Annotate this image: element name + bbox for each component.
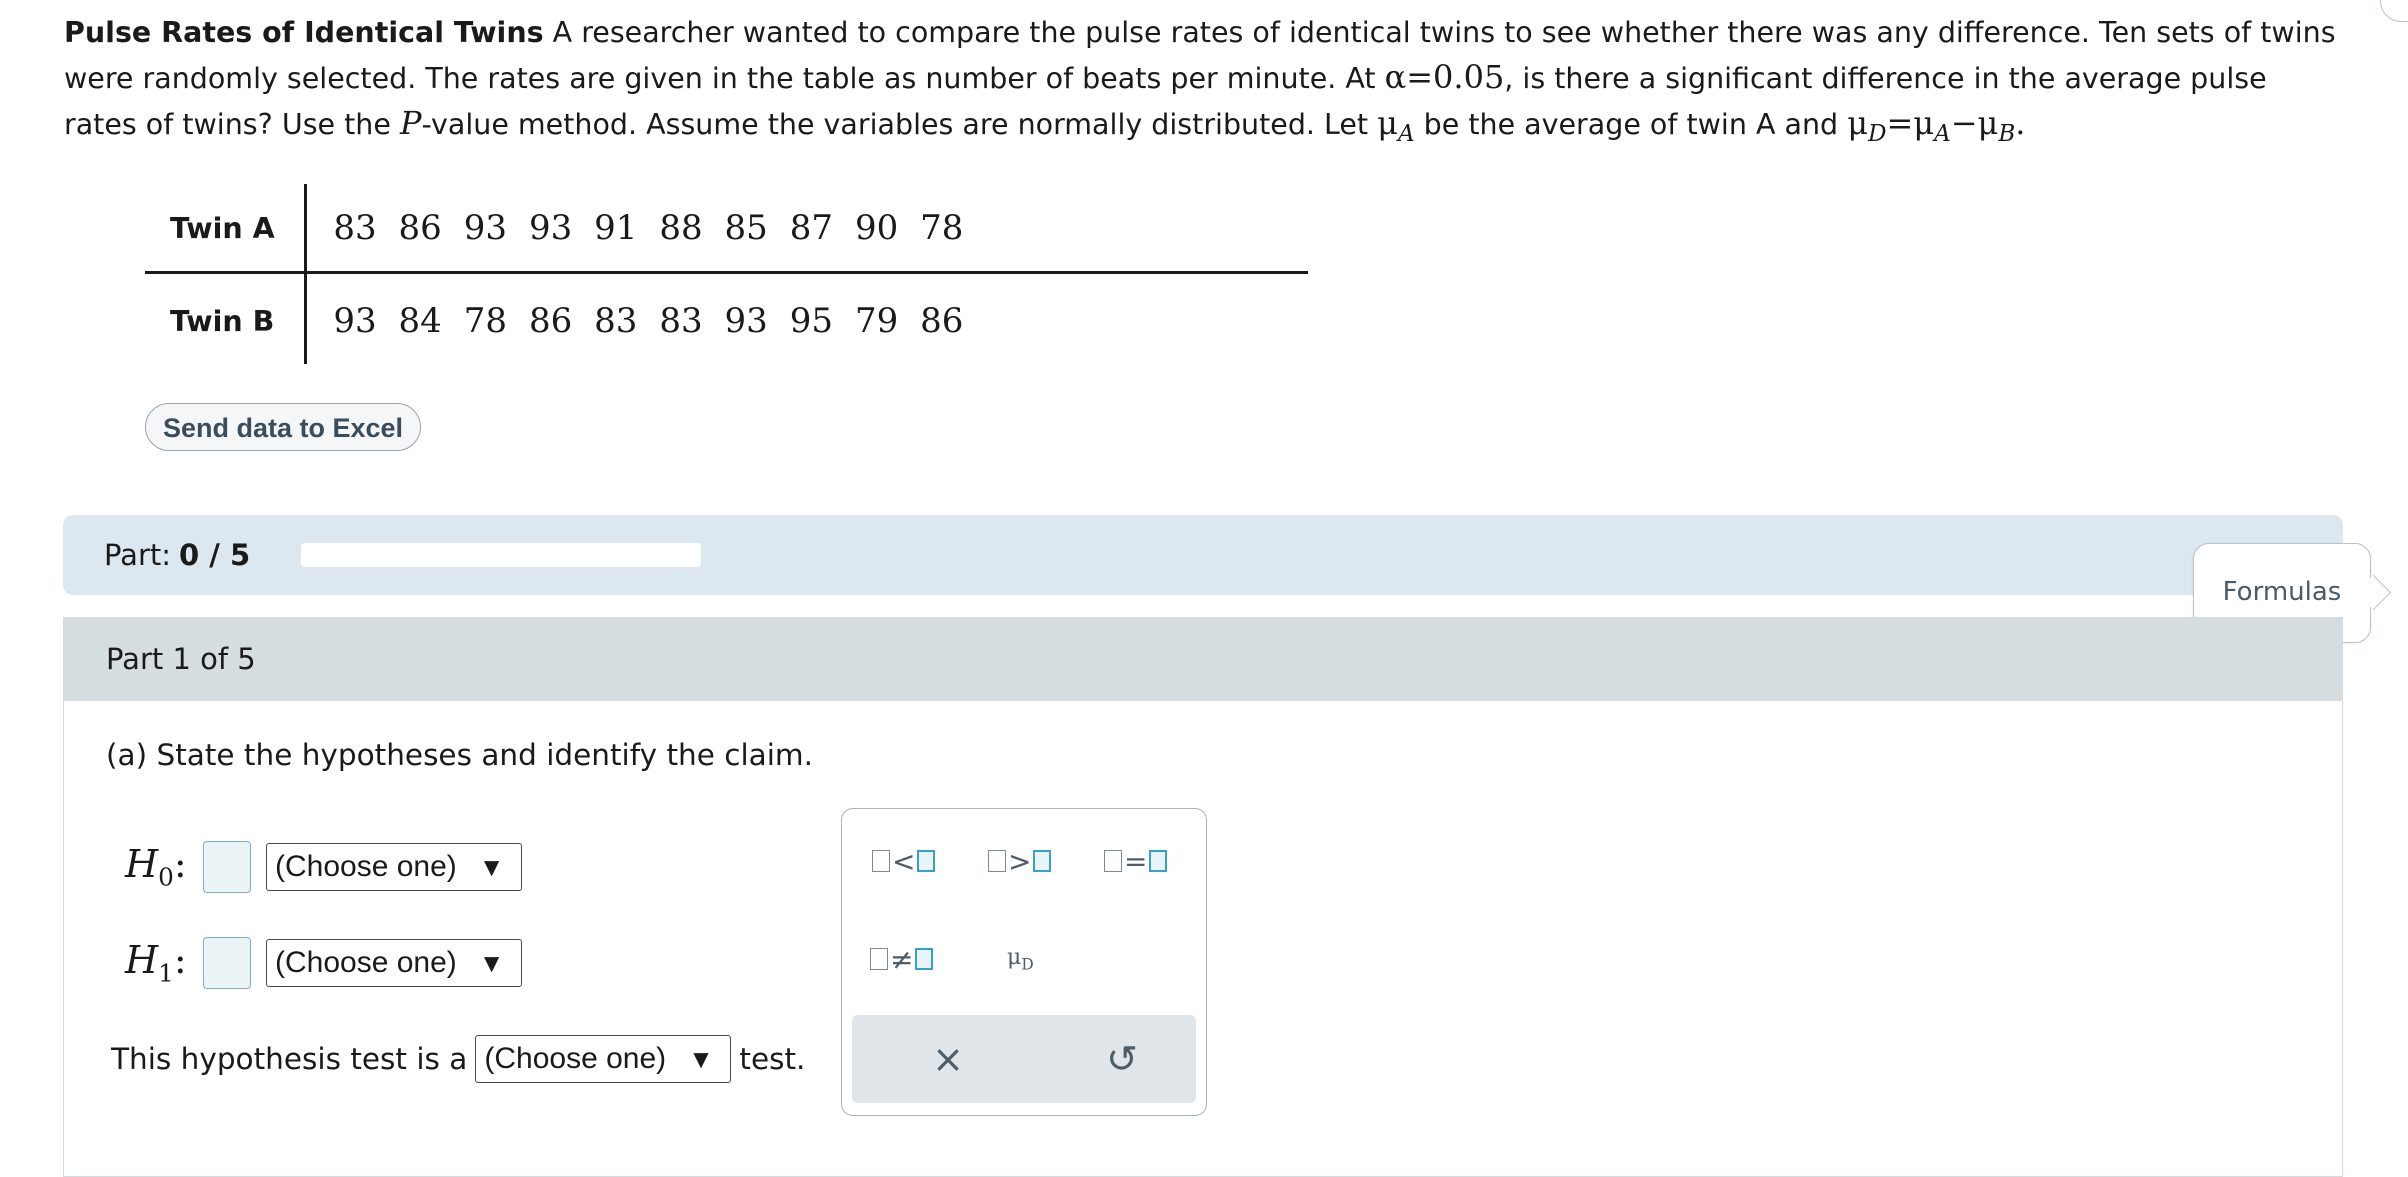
part-header: Part 1 of 5 [64,618,2342,701]
part-progress-bar [63,515,2343,595]
table-cell: 93 [463,208,508,248]
table-cell: 88 [659,208,703,248]
less-than-template-button[interactable]: < [872,841,935,881]
table-cell: 79 [854,301,899,341]
alpha-equals: = [1406,58,1434,96]
dropdown-arrow-icon: ▼ [478,851,505,882]
progress-track [301,543,701,567]
edge-tab-outline [2380,0,2408,22]
null-hypothesis-row [125,839,522,895]
table-cell: 86 [920,301,964,341]
alternative-hypothesis-row [125,935,522,991]
problem-title: Pulse Rates of Identical Twins [64,16,544,49]
test-type-select[interactable]: (Choose one) ▼ [475,1035,731,1083]
greater-than-template-button[interactable]: > [988,841,1051,881]
table-cell: 93 [333,301,377,341]
formulas-label: Formulas [2222,577,2342,607]
table-cell: 78 [920,208,964,248]
dropdown-arrow-icon: ▼ [688,1043,714,1074]
table-cell: 95 [789,301,834,341]
table-cell: 86 [528,301,573,341]
alpha-symbol: α [1384,58,1407,96]
problem-text-1: A researcher wanted to compare the pulse rates of identical twins to see whether there was any difference. Ten sets of twins were randomly selected. The rates are given in the table as number of beats per minute. At [64,16,2336,95]
table-cell: 90 [854,208,899,248]
part-progress-count: 0 / 5 [179,538,251,572]
table-cell: 85 [724,208,768,248]
row-label: Twin B [170,304,275,338]
question-text: (a) State the hypotheses and identify the claim. [106,738,814,772]
h0-claim-select[interactable]: (Choose one) ▼ [266,843,522,891]
table-row-twin-a [145,198,964,258]
mu-d-formula: $\mu_D=\mu_A-\mu_B$. [1847,104,2026,147]
equals-template-button[interactable]: = [1104,841,1167,881]
send-to-excel-button[interactable]: Send data to Excel [145,403,421,451]
h0-answer-box[interactable] [203,841,251,893]
test-type-prefix: This hypothesis test is a [111,1042,468,1076]
problem-text-2: , is there a significant difference in the average pulse rates of twins? Use the [64,62,2267,141]
table-cell: 83 [594,301,638,341]
h1-answer-box[interactable] [203,937,251,989]
table-cell: 86 [398,208,442,248]
not-equal-template-button[interactable]: ≠ [870,939,933,979]
problem-text-3: -value method. Assume the variables are normally distributed. Let [421,108,1378,141]
table-cell: 93 [528,208,573,248]
table-cell: 78 [463,301,508,341]
undo-icon[interactable]: ↺ [1106,1037,1138,1081]
part-progress-label: Part: 0 / 5 [104,538,251,572]
chevron-right-icon [2356,575,2391,610]
table-cell: 87 [789,208,834,248]
test-type-suffix: test. [739,1042,806,1076]
mu-d-button[interactable]: $\mu_D$ [1007,944,1034,974]
table-cell: 91 [594,208,638,248]
mu-a-symbol: $\mu_A$ [1377,104,1415,147]
dropdown-arrow-icon: ▼ [478,947,505,978]
table-cell: 84 [398,301,442,341]
p-letter: P [399,104,422,142]
palette-actions [852,1015,1196,1103]
test-type-row [111,1033,805,1085]
h1-label: $H_1$: [125,938,187,988]
h1-claim-select[interactable]: (Choose one) ▼ [266,939,522,987]
table-cell: 83 [659,301,703,341]
table-horizontal-divider [145,271,1308,274]
table-cell: 83 [333,208,377,248]
clear-icon[interactable]: × [932,1037,964,1081]
problem-text-4: be the average of twin A and [1414,108,1848,141]
problem-statement [64,10,2344,147]
table-cell: 93 [724,301,768,341]
symbol-palette [841,808,1207,1116]
row-label: Twin A [170,211,275,245]
table-row-twin-b [145,291,964,351]
alpha-value: 0.05 [1433,58,1505,96]
h0-label: $H_0$: [125,842,187,892]
